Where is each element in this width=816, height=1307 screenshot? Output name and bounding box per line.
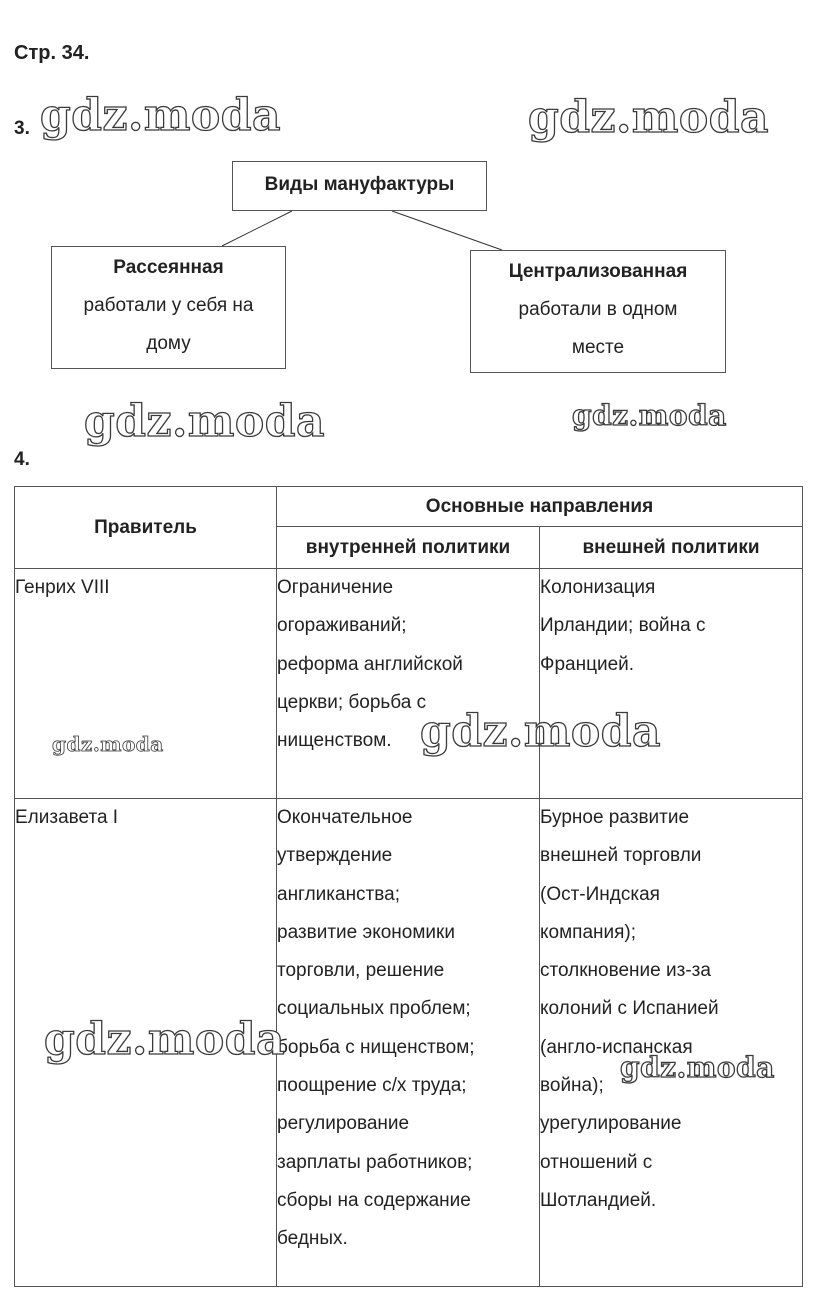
internal-policy-cell [277, 799, 540, 1287]
task-3-number: 3. [14, 118, 30, 139]
external-line: Колонизация [540, 577, 656, 598]
internal-line: огораживаний; [277, 615, 407, 637]
internal-line: бедных. [277, 1228, 348, 1250]
external-line: внешней торговли [540, 845, 702, 867]
task-4-number: 4. [14, 449, 30, 470]
external-line: (англо-испанская [540, 1036, 693, 1058]
internal-line: реформа английской [277, 653, 463, 675]
external-line: отношений с [540, 1151, 653, 1173]
external-policy-cell [540, 569, 803, 799]
internal-line: Ограничение [277, 577, 394, 598]
watermark: gdz.moda [620, 1051, 775, 1084]
diagram-left-title: Рассеянная [113, 257, 224, 278]
ruler-name: Генрих VIII [15, 577, 110, 598]
connector-left [222, 211, 292, 246]
watermark: gdz.moda [52, 732, 164, 756]
header-external: внешней политики [540, 527, 803, 569]
diagram-right-box [470, 250, 726, 373]
header-ruler: Правитель [15, 487, 277, 569]
internal-line: сборы на содержание [277, 1189, 471, 1211]
ruler-name: Елизавета I [15, 807, 119, 828]
internal-line: развитие экономики [277, 921, 455, 943]
watermark: gdz.moda [572, 399, 727, 432]
connector-right [392, 211, 502, 250]
external-line: Ирландии; война с [540, 615, 706, 637]
diagram-left-line-2: дому [146, 333, 191, 354]
external-policy-cell [540, 799, 803, 1287]
internal-line: торговли, решение [277, 960, 445, 982]
policy-table [14, 486, 803, 1287]
external-line: столкновение из-за [540, 960, 711, 982]
external-line: компания); [540, 921, 637, 943]
internal-line: социальных проблем; [277, 998, 471, 1020]
table-header-row [15, 487, 803, 527]
diagram-root-box [232, 161, 487, 211]
watermark: gdz.moda [40, 90, 282, 141]
internal-line: англиканства; [277, 883, 400, 905]
diagram-root-label: Виды мануфактуры [264, 174, 455, 195]
watermark: gdz.moda [84, 396, 326, 447]
internal-line: церкви; борьба с [277, 691, 427, 713]
diagram-right-line-2: месте [571, 337, 625, 358]
external-line: война); [540, 1075, 604, 1097]
watermark: gdz.moda [44, 1014, 286, 1065]
internal-policy-cell [277, 569, 540, 799]
external-line: (Ост-Индская [540, 883, 660, 905]
external-line: Бурное развитие [540, 807, 690, 828]
external-line: Шотландией. [540, 1189, 657, 1211]
page-label: Стр. 34. [14, 42, 90, 64]
internal-line: регулирование [277, 1113, 410, 1135]
internal-line: поощрение с/х труда; [277, 1075, 467, 1097]
internal-line: нищенством. [277, 730, 392, 752]
header-directions: Основные направления [277, 487, 803, 527]
internal-line: утверждение [277, 845, 393, 867]
diagram-right-line-1: работали в одном [518, 299, 678, 320]
diagram-left-line-1: работали у себя на [83, 295, 254, 316]
watermark: gdz.moda [528, 92, 770, 143]
external-line: Францией. [540, 653, 635, 675]
ruler-cell [15, 569, 277, 799]
internal-line: Окончательное [277, 807, 413, 828]
header-internal: внутренней политики [277, 527, 540, 569]
diagram-right-title: Централизованная [508, 261, 688, 282]
table-row [15, 569, 803, 799]
internal-line: борьба с нищенством; [277, 1036, 475, 1058]
external-line: колоний с Испанией [540, 998, 719, 1020]
external-line: урегулирование [540, 1113, 682, 1135]
internal-line: зарплаты работников; [277, 1151, 473, 1173]
diagram-left-box [51, 246, 286, 369]
watermark: gdz.moda [420, 706, 662, 757]
